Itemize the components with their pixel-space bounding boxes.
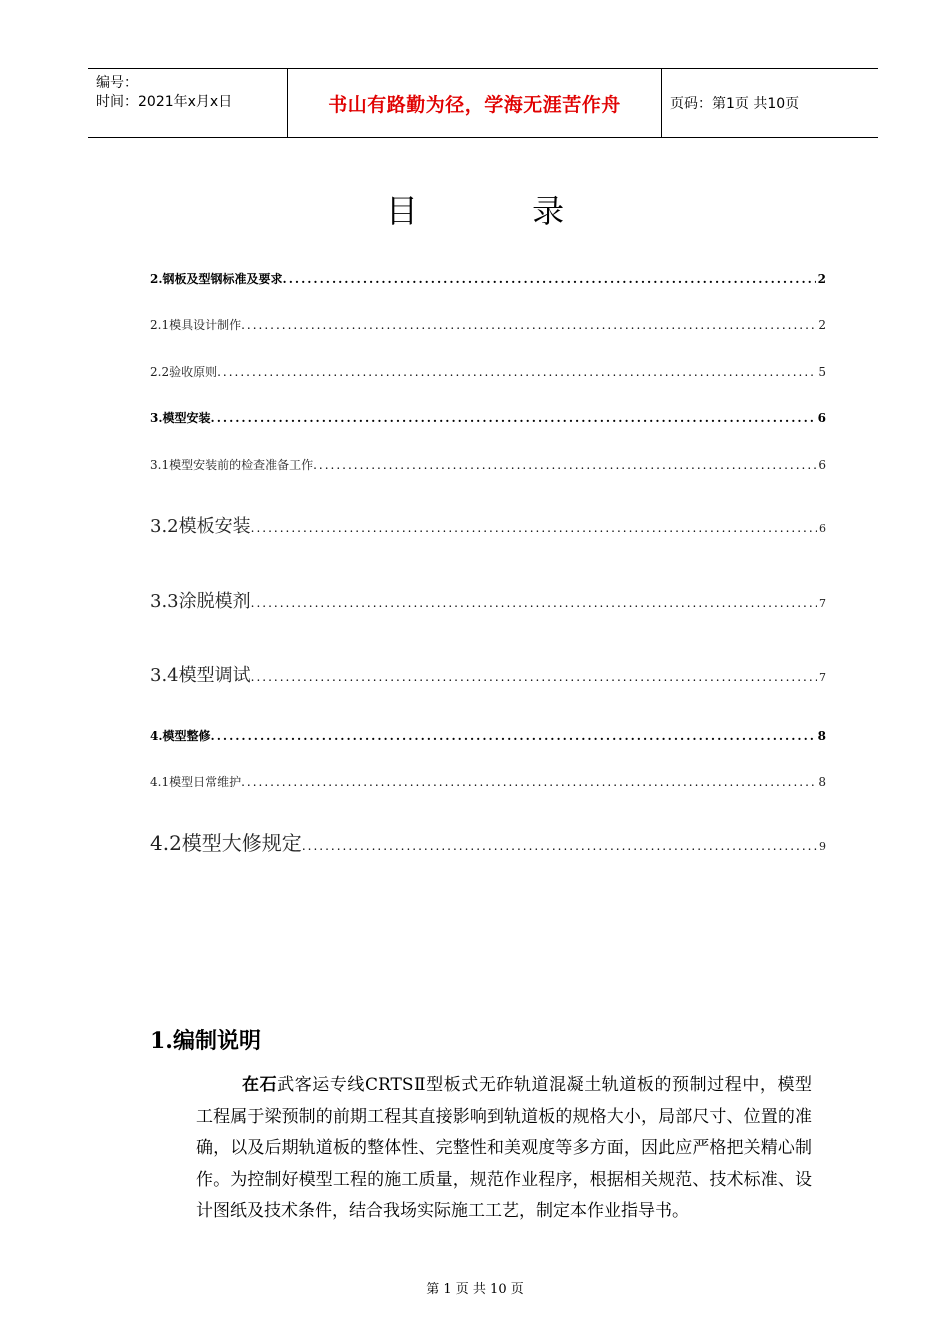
toc-entry[interactable] bbox=[150, 456, 826, 473]
toc-entry-label: 2.2验收原则 bbox=[150, 365, 218, 379]
toc-entry[interactable] bbox=[150, 661, 826, 687]
toc-entry-page: 8 bbox=[818, 775, 826, 789]
toc-entry[interactable] bbox=[150, 512, 826, 538]
toc-leader bbox=[251, 596, 817, 610]
toc-entry[interactable] bbox=[150, 270, 826, 287]
toc-leader bbox=[251, 521, 817, 535]
page-footer: 第 1 页 共 10 页 bbox=[426, 1282, 524, 1297]
toc-title: 目 录 bbox=[385, 192, 617, 230]
toc-entry[interactable] bbox=[150, 587, 826, 613]
section-paragraph bbox=[196, 1070, 812, 1228]
toc-leader bbox=[313, 458, 816, 472]
toc-leader bbox=[283, 272, 816, 286]
toc-entry[interactable] bbox=[150, 409, 826, 426]
toc-entry[interactable] bbox=[150, 727, 826, 744]
toc-leader bbox=[211, 411, 816, 425]
toc-entry-label: 2.1模具设计制作 bbox=[150, 318, 242, 332]
toc-entry-label: 4.1模型日常维护 bbox=[150, 775, 242, 789]
toc-entry-label: 3.模型安装 bbox=[150, 411, 211, 425]
header-motto: 书山有路勤为径，学海无涯苦作舟 bbox=[288, 69, 662, 137]
toc-leader bbox=[302, 839, 817, 853]
paragraph-lead: 在石 bbox=[242, 1075, 278, 1095]
section-heading: 1.编制说明 bbox=[150, 1028, 261, 1054]
toc-entry[interactable] bbox=[150, 316, 826, 333]
toc-leader bbox=[241, 775, 816, 789]
date-label: 时间：2021年x月x日 bbox=[96, 94, 233, 110]
toc-entry-page: 5 bbox=[818, 365, 826, 379]
toc-entry-label: 3.1模型安装前的检查准备工作 bbox=[150, 458, 314, 472]
toc-entry-page: 2 bbox=[817, 272, 826, 286]
header-page-info: 页码：第1页 共10页 bbox=[670, 96, 800, 112]
toc-entry-page: 7 bbox=[819, 671, 826, 684]
toc-entry-page: 7 bbox=[819, 597, 826, 610]
toc-entry-page: 6 bbox=[818, 458, 826, 472]
toc-entry-label: 2.钢板及型钢标准及要求 bbox=[150, 272, 283, 286]
page-header bbox=[88, 68, 878, 138]
toc-entry-page: 6 bbox=[817, 411, 826, 425]
toc-entry-page: 9 bbox=[819, 840, 826, 853]
header-meta bbox=[88, 69, 288, 137]
serial-label: 编号： bbox=[96, 75, 138, 91]
toc-entry-page: 8 bbox=[817, 729, 826, 743]
paragraph-body: 武客运专线CRTSⅡ型板式无砟轨道混凝土轨道板的预制过程中，模型工程属于梁预制的前期工程其直接影响到轨道板的规格大小，局部尺寸、位置的准确，以及后期轨道板的整体性、完整性和美观度等多方面，因此应严格把关精心制作。为控制好模型工程的施工质量，规范作业程序，根据相关规范、技术标准、设计图纸及技术条件，结合我场实际施工工艺，制定本作业指导书。 bbox=[196, 1075, 813, 1221]
toc-entry-label: 3.3涂脱模剂 bbox=[150, 591, 251, 612]
toc-entry-label: 4.2模型大修规定 bbox=[150, 831, 302, 855]
toc-entry[interactable] bbox=[150, 363, 826, 380]
toc-entry[interactable] bbox=[150, 773, 826, 790]
toc-leader bbox=[241, 318, 816, 332]
toc-entry-label: 3.2模板安装 bbox=[150, 516, 251, 537]
toc-leader bbox=[217, 365, 816, 379]
toc-entry-label: 4.模型整修 bbox=[150, 729, 211, 743]
toc-entry-label: 3.4模型调试 bbox=[150, 665, 251, 686]
toc-entry-page: 6 bbox=[819, 522, 826, 535]
toc-entry-page: 2 bbox=[818, 318, 826, 332]
toc-entry[interactable] bbox=[150, 827, 826, 856]
toc-leader bbox=[211, 729, 816, 743]
toc-leader bbox=[251, 670, 817, 684]
